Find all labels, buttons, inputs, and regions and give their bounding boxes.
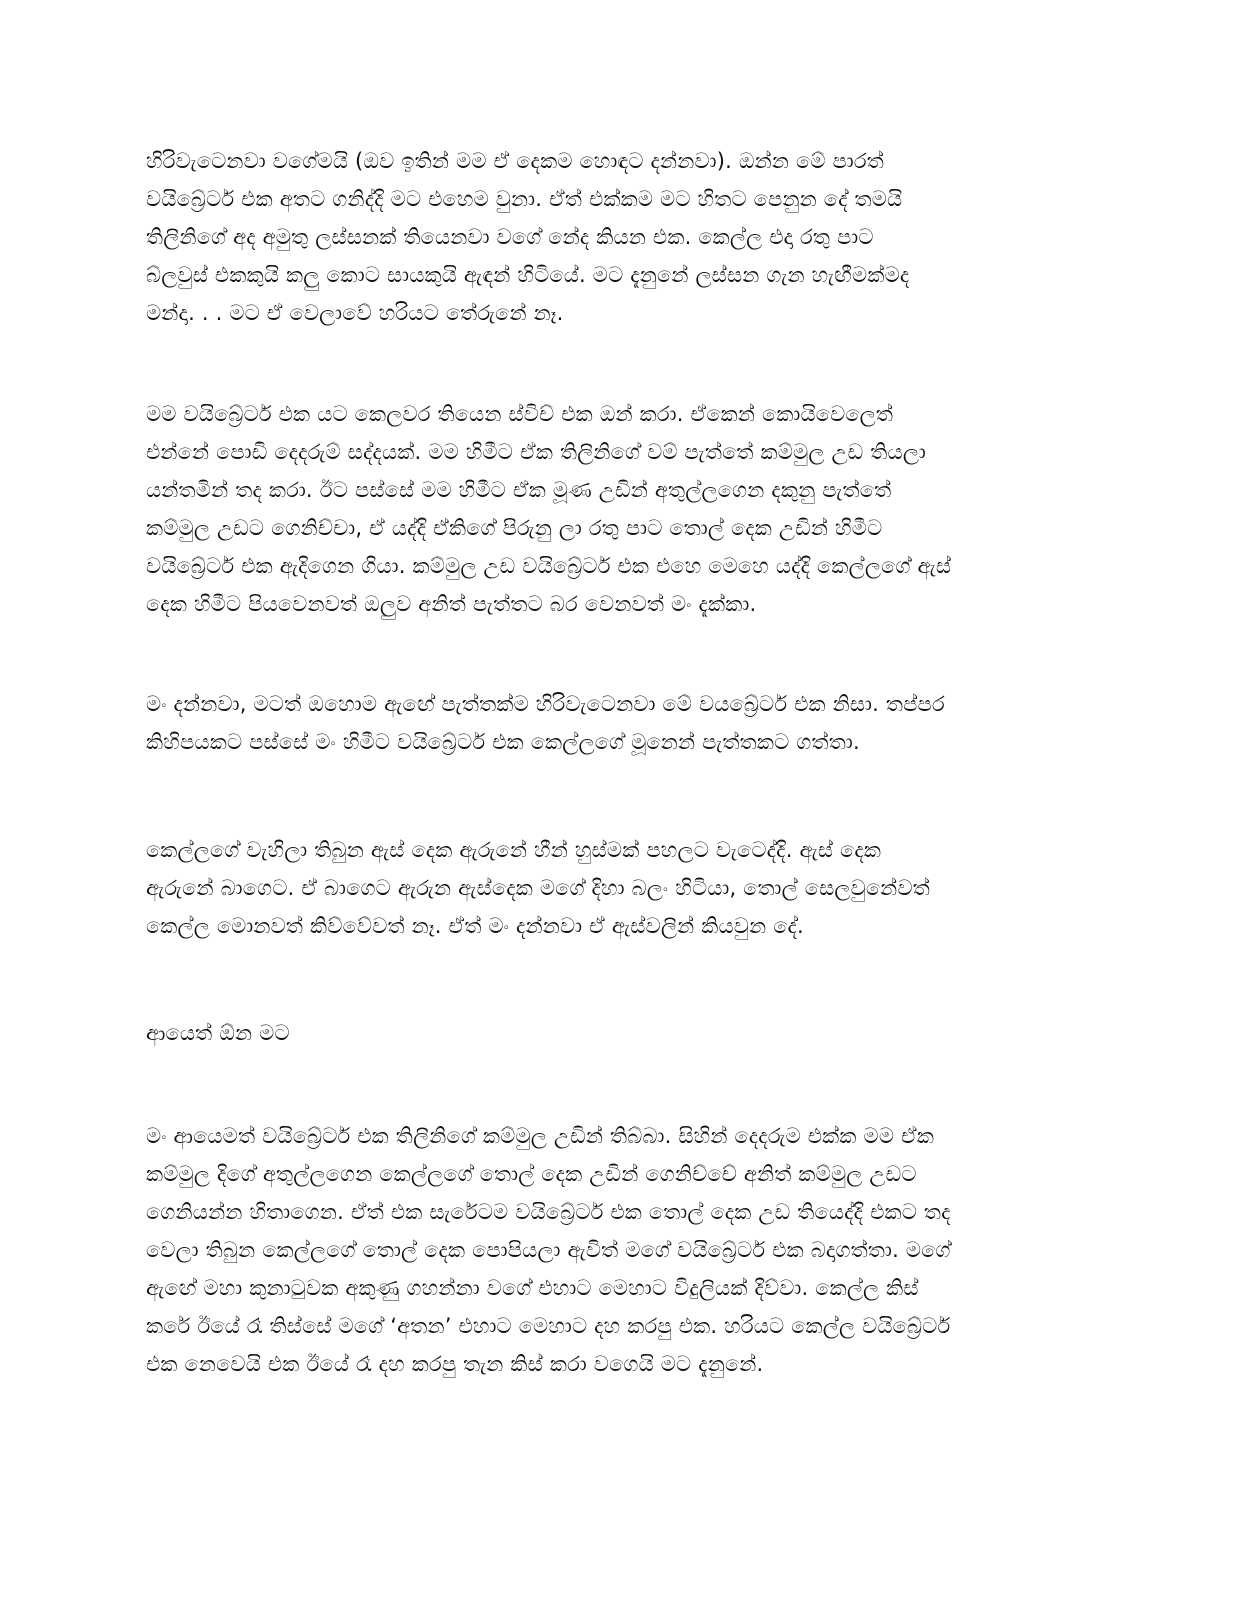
paragraph-line: ගෙනියන්න හිතාගෙන. ඒත් එක සැරේටම වයිබ්‍රේටර් එක තොල් දෙක උඩ තියෙද්දි එකට තද	[146, 1200, 951, 1224]
paragraph-line: ඇඟේ මහා කුනාටුවක අකුණු ගහන්නා වගේ එහාට මෙහාට විදුලියක් දිව්වා. කෙල්ල කිස්	[146, 1276, 919, 1300]
paragraph-line: කෙල්ල මොනවත් කිව්වේවත් නෑ. ඒත් මං දන්නවා ඒ ඇස්වලින් කියවුන දේ.	[146, 914, 804, 938]
paragraph-2	[146, 395, 1086, 623]
paragraph-line: මං දන්නවා, මටත් ඔහොම ඇඟේ පැත්තක්ම හිරිවැටෙනවා මේ වයබ්‍රේටර් එක නිසා. තප්පර	[146, 692, 945, 716]
paragraph-line: ආයෙත් ඕන මට	[146, 1021, 290, 1045]
paragraph-line: යන්තමින් තද කරා. ඊට පස්සේ මම හිමීට ඒක මූණ උඩින් අතුල්ලගෙන දකුනු පැත්තේ	[146, 478, 892, 502]
paragraph-6	[146, 1117, 1086, 1383]
paragraph-1	[146, 142, 1086, 332]
paragraph-line: වයිබ්‍රේටර් එක ඇදිගෙන ගියා. කම්මුල උඩ වයිබ්‍රේටර් එක එහෙ මෙහෙ යද්දි කෙල්ලගේ ඇස්	[146, 554, 952, 578]
paragraph-line: හිරිවැටෙනවා වගේමයි (ඔව ඉතින් මම ඒ දෙකම හොඳට දන්නවා). ඔන්න මේ පාරත්	[146, 149, 884, 173]
paragraph-line: වයිබ්‍රේටර් එක අතට ගනිද්දි මට එහෙම වුනා. ඒත් එක්කම මට හිතට පෙනුන දේ තමයි	[146, 187, 903, 211]
paragraph-line: එක නෙවෙයි එක ඊයේ රෑ දහ කරපු තැන කිස් කරා වගෙයි මට දැනුනේ.	[146, 1352, 764, 1376]
paragraph-line: කරේ ඊයේ රෑ තිස්සේ මගේ ‘අතන’ එහාට මෙහාට දහ කරපු එක. හරියට කෙල්ල වයිබ්‍රේටර්	[146, 1314, 951, 1338]
paragraph-line: වෙලා තිබුන කෙල්ලගේ තොල් දෙක පොපියලා ඇවිත් මගේ වයිබ්‍රේටර් එක බදාගත්තා. මගේ	[146, 1238, 951, 1262]
paragraph-line: මන්දා. . . මට ඒ වෙලාවේ හරියට තේරුනේ නෑ.	[146, 301, 564, 325]
paragraph-line: බ්ලවුස් එකකුයි කලු කොට සායකුයි ඇඳන් හිටියේ. මට දැනුනේ ලස්සන ගැන හැඟීමක්මද	[146, 263, 910, 287]
paragraph-line: එන්නේ පොඩි දෙදරුම් සද්දයක්. මම හිමීට ඒක තිලිනිගේ වම් පැත්තේ කම්මුල උඩ තියලා	[146, 440, 926, 464]
paragraph-line: මම වයිබ්‍රේටර් එක යට කෙලවර තියෙන ස්විච් එක ඔන් කරා. ඒකෙන් කොයිවෙලෙත්	[146, 402, 894, 426]
paragraph-line: මං ආයෙමත් වයිබ්‍රේටර් එක තිලිනිගේ කම්මුල උඩින් තිබ්බා. සිහින් දෙදරුම එක්ක මම ඒක	[146, 1124, 935, 1148]
paragraph-line: දෙක හිමීට පියවෙනවත් ඔලුව අනිත් පැත්තට බර වෙනවත් මං දැක්කා.	[146, 592, 757, 616]
paragraph-line: කෙල්ලගේ වැහිලා තිබුන ඇස් දෙක ඇරුනේ හීන් හුස්මක් පහලට වැටෙද්දි. ඇස් දෙක	[146, 838, 882, 862]
paragraph-line: කිහිපයකට පස්සේ මං හිමීට වයිබ්‍රේටර් එක කෙල්ලගේ මූනෙන් පැත්තකට ගත්තා.	[146, 730, 860, 754]
paragraph-line: කම්මුල උඩට ගෙනිච්චා, ඒ යද්දි ඒකිගේ පිරුනු ලා රතු පාට තොල් දෙක උඩින් හිමීට	[146, 516, 883, 540]
paragraph-4	[146, 831, 1086, 945]
paragraph-line: ඇරුනේ බාගෙට. ඒ බාගෙට ඇරුන ඇස්දෙක මගේ දිහා බලං හිටියා, තොල් සෙලවුනේවත්	[146, 876, 930, 900]
paragraph-line: තිලිනිගේ අද අමුතු ලස්සනක් තියෙනවා වගේ නේද කියන එක. කෙල්ල එදා රතු පාට	[146, 225, 874, 249]
paragraph-5	[146, 1014, 1086, 1052]
paragraph-line: කම්මුල දිගේ අතුල්ලගෙන කෙල්ලගේ තොල් දෙක උඩින් ගෙනිච්චේ අනිත් කම්මුල උඩට	[146, 1162, 917, 1186]
paragraph-3	[146, 685, 1086, 761]
